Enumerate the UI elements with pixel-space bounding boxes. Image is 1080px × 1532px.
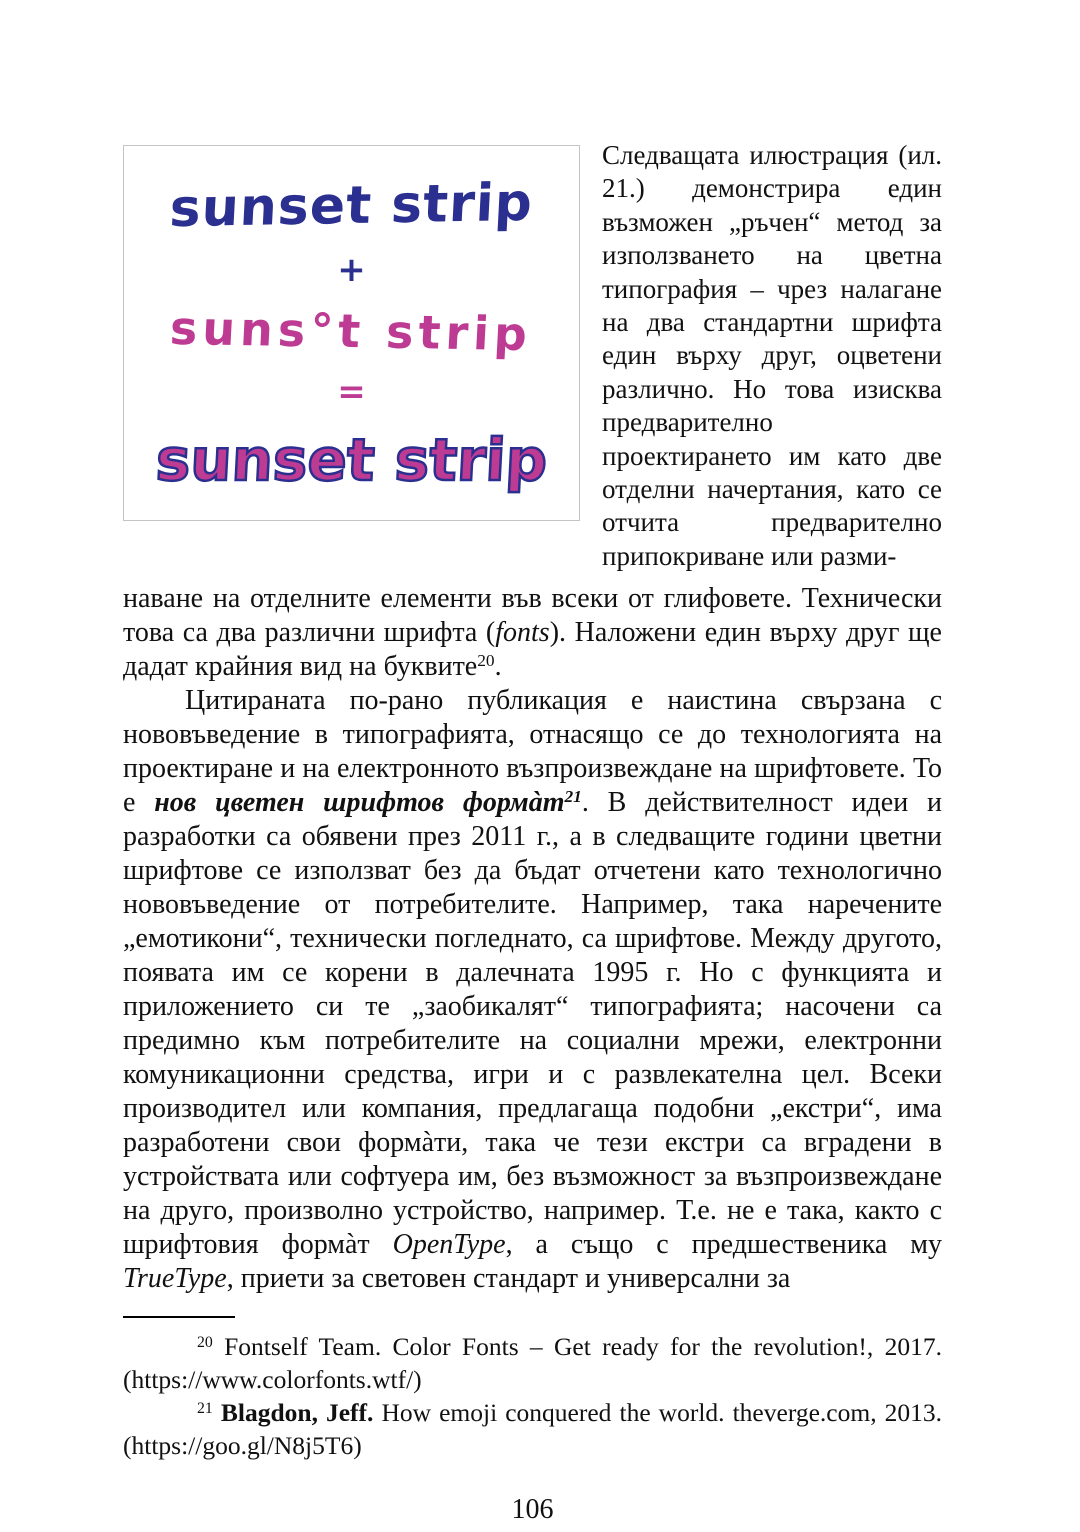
footnote-20: $^{20}$ Fontself Team. Color Fonts – Get ready for the revolution!, 2017. (https://www.colorfonts.wtf/) <box>123 1332 942 1395</box>
top-row <box>123 140 942 573</box>
page-number: 106 <box>511 1494 554 1526</box>
footnote-separator-rule <box>123 1316 235 1318</box>
figure-line-pink-font: suns°t strip <box>169 300 534 362</box>
paragraph-continuation: наване на отделните елементи във всеки от глифовете. Технически това са два различни шрифта (fonts). Наложени един върху друг ще дадат крайния вид на буквите$^{20}$. <box>123 583 942 683</box>
figure-illustration-21 <box>123 145 580 521</box>
figure-equals-sign: = <box>337 372 366 412</box>
figure-plus-sign: + <box>337 250 366 290</box>
body-text <box>123 582 942 1296</box>
paragraph-main: Цитираната по-рано публикация е наистина свързана с нововъведение в типографията, отнасящо се до технологията на проектиране и на електронното възпроизвеждане на шрифтовете. То е нов цветен шрифтов формàт$^{21}$. В действителност идеи и разработки са обявени през 2011 г., а в следващите години цветни шрифтове се използват без да бъдат отчетени като технологично нововъведение от потребителите. Например, така наречените „емотикони“, технически погледнато, са шрифтове. Между другото, появата им се корени в далечната 1995 г. Но с функцията и приложението си те „заобикалят“ типографията; насочени са предимно към потребителите на социални мрежи, електронни комуникационни средства, игри и с развлекателна цел. Всеки производител или компания, предлагаща подобни „екстри“, има разработени свои формàти, така че тези екстри са вградени в устройствата или софтуера им, без възможност за възпроизвеждане на друго, произволно устройство, например. Т.е. не е така, както с шрифтовия формàт OpenType, а също с предшественика му TrueType, приети за световен стандарт и универсални за <box>123 685 942 1295</box>
figure-line-combined-font: sunset strip <box>154 426 549 494</box>
footnote-21: $^{21}$ Blagdon, Jeff. How emoji conquered the world. theverge.com, 2013. (https://goo.gl/N8j5T6) <box>123 1398 943 1461</box>
footnotes <box>123 1330 942 1462</box>
figure-line-blue-font: sunset strip <box>168 172 535 240</box>
column-paragraph: Следващата илюстрация (ил. 21.) демонстрира един възможен „ръчен“ метод за използването на цветна типография – чрез налагане на два стандартни шрифта един върху друг, оцветени различно. Но това изисква предварително проектирането им като две отделни начертания, като се отчита предварително припокриване или разми- <box>602 140 942 571</box>
